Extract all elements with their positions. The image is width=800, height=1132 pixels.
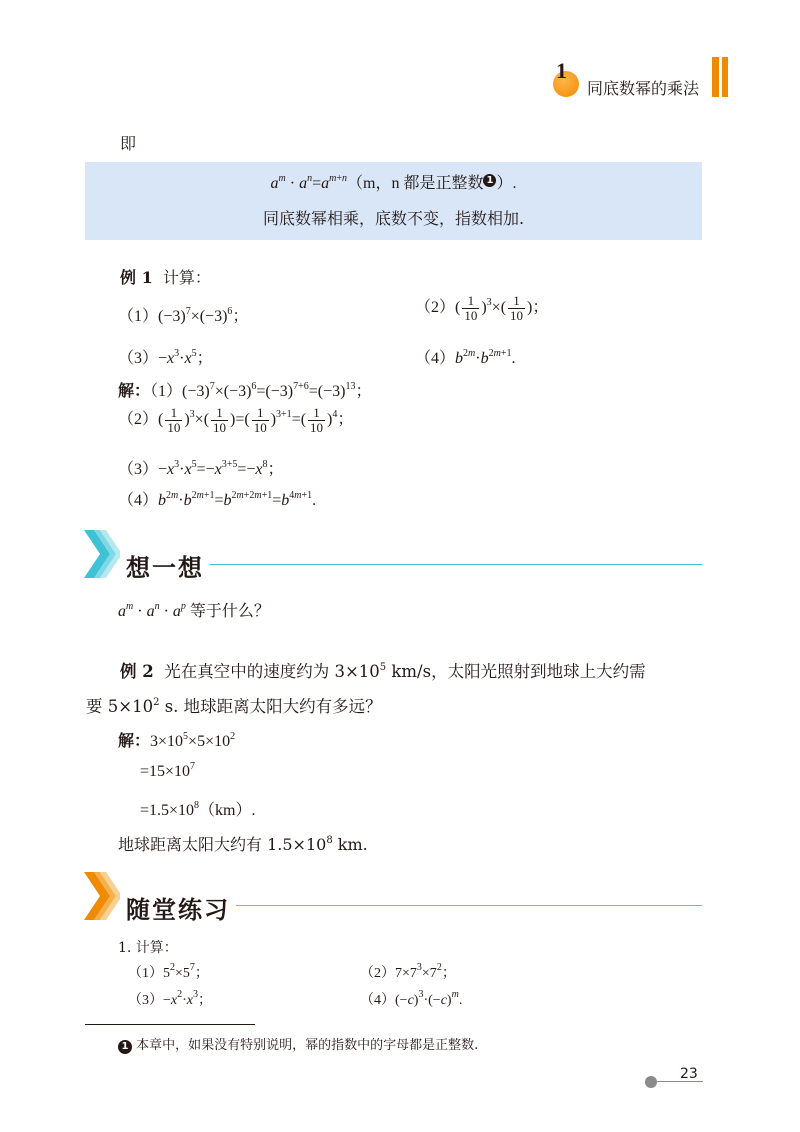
example2-solution-3: $=1.5\times 10^8(km)$. [140, 800, 256, 819]
footnote-number-icon: 1 [118, 1040, 132, 1054]
example2-solution-label: 解： [118, 733, 151, 750]
chapter-number: 1 [556, 58, 567, 83]
header-bar-1 [712, 57, 719, 97]
example1-solution-1: 解：$(1)(-3)^7\times(-3)^6=(-3)^{7+6}=(-3)^{13}$； [118, 381, 372, 400]
example2-conclusion: 地球距离太阳大约有 $1.5\times 10^8$ km. [118, 835, 368, 854]
think-question-suffix: 等于什么？ [189, 603, 270, 620]
practice-question-label: 1. 计算： [118, 940, 178, 956]
footnote-divider [85, 1024, 255, 1025]
example1-problem-3: $(3)-x^3\cdot x^5$； [118, 348, 213, 367]
rule-formula-condition: （m，n 都是正整数 [347, 175, 484, 192]
example1-solution-4: $(4)b^{2m}\cdot b^{2m+1}=b^{2m+2m+1}=b^{4m+1}$. [118, 490, 317, 509]
footnote-text: 本章中，如果没有特别说明，幂的指数中的字母都是正整数. [136, 1038, 479, 1053]
section-title: 同底数幂的乘法 [587, 79, 700, 98]
footnote [118, 1034, 478, 1054]
think-question: $a^m \cdot a^n \cdot a^p$ 等于什么？ [118, 601, 270, 620]
example2-line2: 要 $5\times 10^2$ s. 地球距离太阳大约有多远？ [86, 697, 382, 716]
example1-heading [120, 265, 211, 288]
example2-line1: 例 2 光在真空中的速度约为 $3\times 10^5$ km/s，太阳光照射到地球上大约需 [120, 662, 646, 681]
practice-problem-2: $(2)7\times 7^3\times 7^2$； [360, 962, 456, 981]
practice-divider [236, 905, 702, 906]
think-divider [210, 564, 702, 565]
rule-box [85, 162, 702, 240]
think-chevron-icon [84, 530, 120, 578]
example2-solution-2: $=15\times 10^7$ [140, 761, 196, 780]
page-dot [645, 1076, 657, 1088]
example1-prompt: 计算： [162, 268, 211, 287]
example1-label: 例 1 [120, 268, 153, 287]
example1-problem-1: $(1)(-3)^7\times(-3)^6$； [118, 306, 249, 325]
solution-label: 解： [118, 383, 151, 400]
example2-solution-1: 解：$3\times 10^5\times 5\times 10^2$ [118, 731, 236, 750]
example1-problem-2: （2）( $\frac{1}{10}$ )$^3$×( $\frac{1}{10}$ )； [415, 293, 549, 323]
example2-label: 例 2 [120, 662, 154, 681]
example1-solution-2: （2）( $\frac{1}{10}$ )$^3$×( $\frac{1}{10}$ )=( $\frac{1}{10}$ )$^{3+1}$=( $\frac{1}{10}$ )$^4$； [118, 405, 354, 435]
practice-chevron-icon [84, 872, 120, 920]
practice-problem-1: $(1)5^2\times 5^7$； [128, 962, 209, 981]
practice-problem-4: $(4)(-c)^3\cdot(-c)^m$. [360, 989, 463, 1008]
header-bar-2 [722, 57, 728, 97]
practice-title: 随堂练习 [126, 895, 230, 924]
rule-statement: 同底数幂相乘，底数不变，指数相加. [262, 209, 525, 228]
intro-text: 即 [120, 134, 137, 153]
page-number: 23 [680, 1066, 698, 1082]
footnote-mark-icon: 1 [483, 174, 496, 187]
rule-formula: $a^m \cdot a^n=a^{m+n}(m$，n 都是正整数 1 ）. [270, 173, 517, 192]
rule-formula-end: ）. [496, 175, 517, 192]
example1-problem-4: $(4)b^{2m}\cdot b^{2m+1}$. [415, 348, 516, 367]
example1-solution-3: $(3)-x^3\cdot x^5=-x^{3+5}=-x^8$； [118, 459, 284, 478]
practice-problem-3: $(3)-x^2\cdot x^3$； [128, 989, 213, 1008]
think-title: 想一想 [126, 553, 204, 582]
